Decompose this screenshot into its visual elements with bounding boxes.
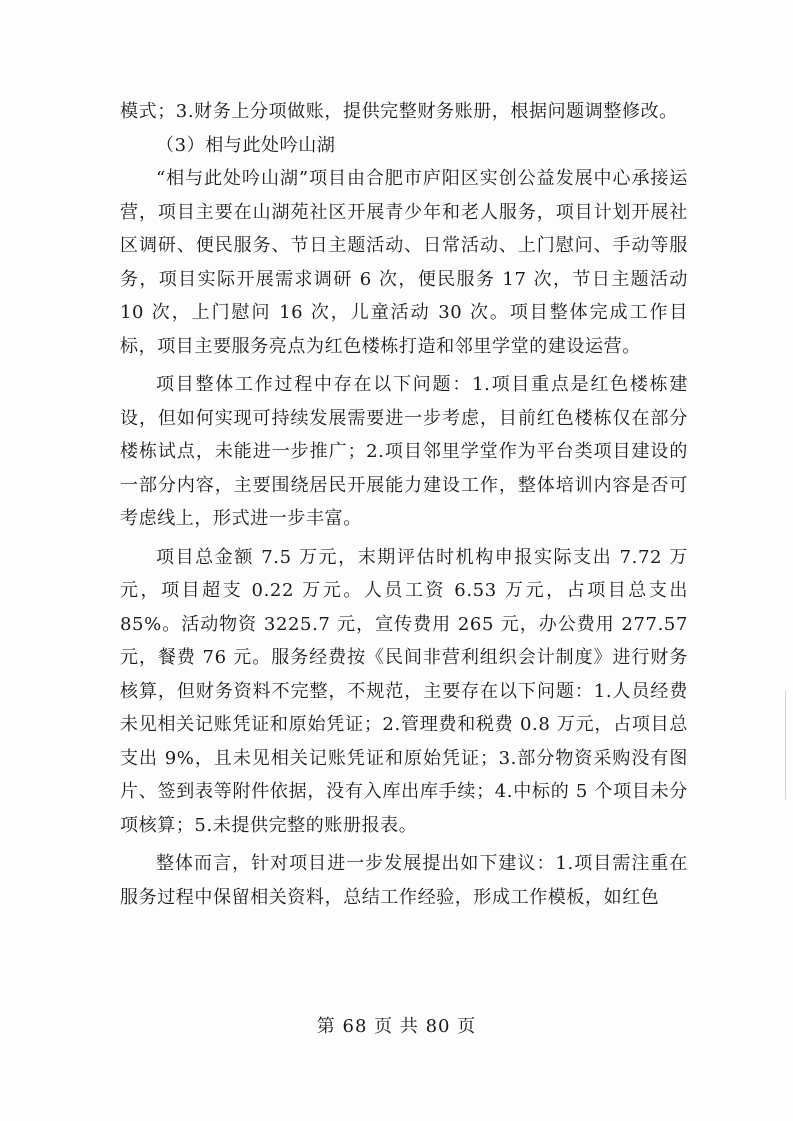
paragraph-project-overview: “相与此处吟山湖”项目由合肥市庐阳区实创公益发展中心承接运营，项目主要在山湖苑社区开展青少年和老人服务，项目计划开展社区调研、便民服务、节日主题活动、日常活动、上门慰问、手动等服务，项目实际开展需求调研 6 次，便民服务 17 次，节日主题活动 10 次，上门慰问 16 次，儿童活动 30 次。项目整体完成工作目标，项目主要服务亮点为红色楼栋打造和邻里学堂的建设运营。 [120, 168, 688, 357]
scan-edge-mark [785, 690, 789, 800]
paragraph-suggestions: 整体而言，针对项目进一步发展提出如下建议：1.项目需注重在服务过程中保留相关资料，总结工作经验，形成工作模板，如红色 [120, 853, 688, 908]
page-body [120, 95, 688, 914]
page-number-footer: 第 68 页 共 80 页 [316, 1016, 477, 1037]
section-heading: （3）相与此处吟山湖 [156, 134, 336, 156]
paragraph-problems: 项目整体工作过程中存在以下问题：1.项目重点是红色楼栋建设，但如何实现可持续发展需要进一步考虑，目前红色楼栋仅在部分楼栋试点，未能进一步推广；2.项目邻里学堂作为平台类项目建设的一部分内容，主要围绕居民开展能力建设工作，整体培训内容是否可考虑线上，形式进一步丰富。 [120, 374, 688, 529]
paragraph-continuation: 模式；3.财务上分项做账，提供完整财务账册，根据问题调整修改。 [120, 101, 678, 122]
paragraph-finance: 项目总金额 7.5 万元，末期评估时机构申报实际支出 7.72 万元，项目超支 0.22 万元。人员工资 6.53 万元，占项目总支出 85%。活动物资 3225.7 元，宣传费用 265 元，办公费用 277.57 元，餐费 76 元。服务经费按《民间非营利组织会计制度》进行财务核算，但财务资料不完整，不规范，主要存在以下问题：1.人员经费未见相关记账凭证和原始凭证；2.管理费和税费 0.8 万元，占项目总支出 9%，且未见相关记账凭证和原始凭证；3.部分物资采购没有图片、签到表等附件依据，没有入库出库手续；4.中标的 5 个项目未分项核算；5.未提供完整的账册报表。 [120, 546, 688, 836]
